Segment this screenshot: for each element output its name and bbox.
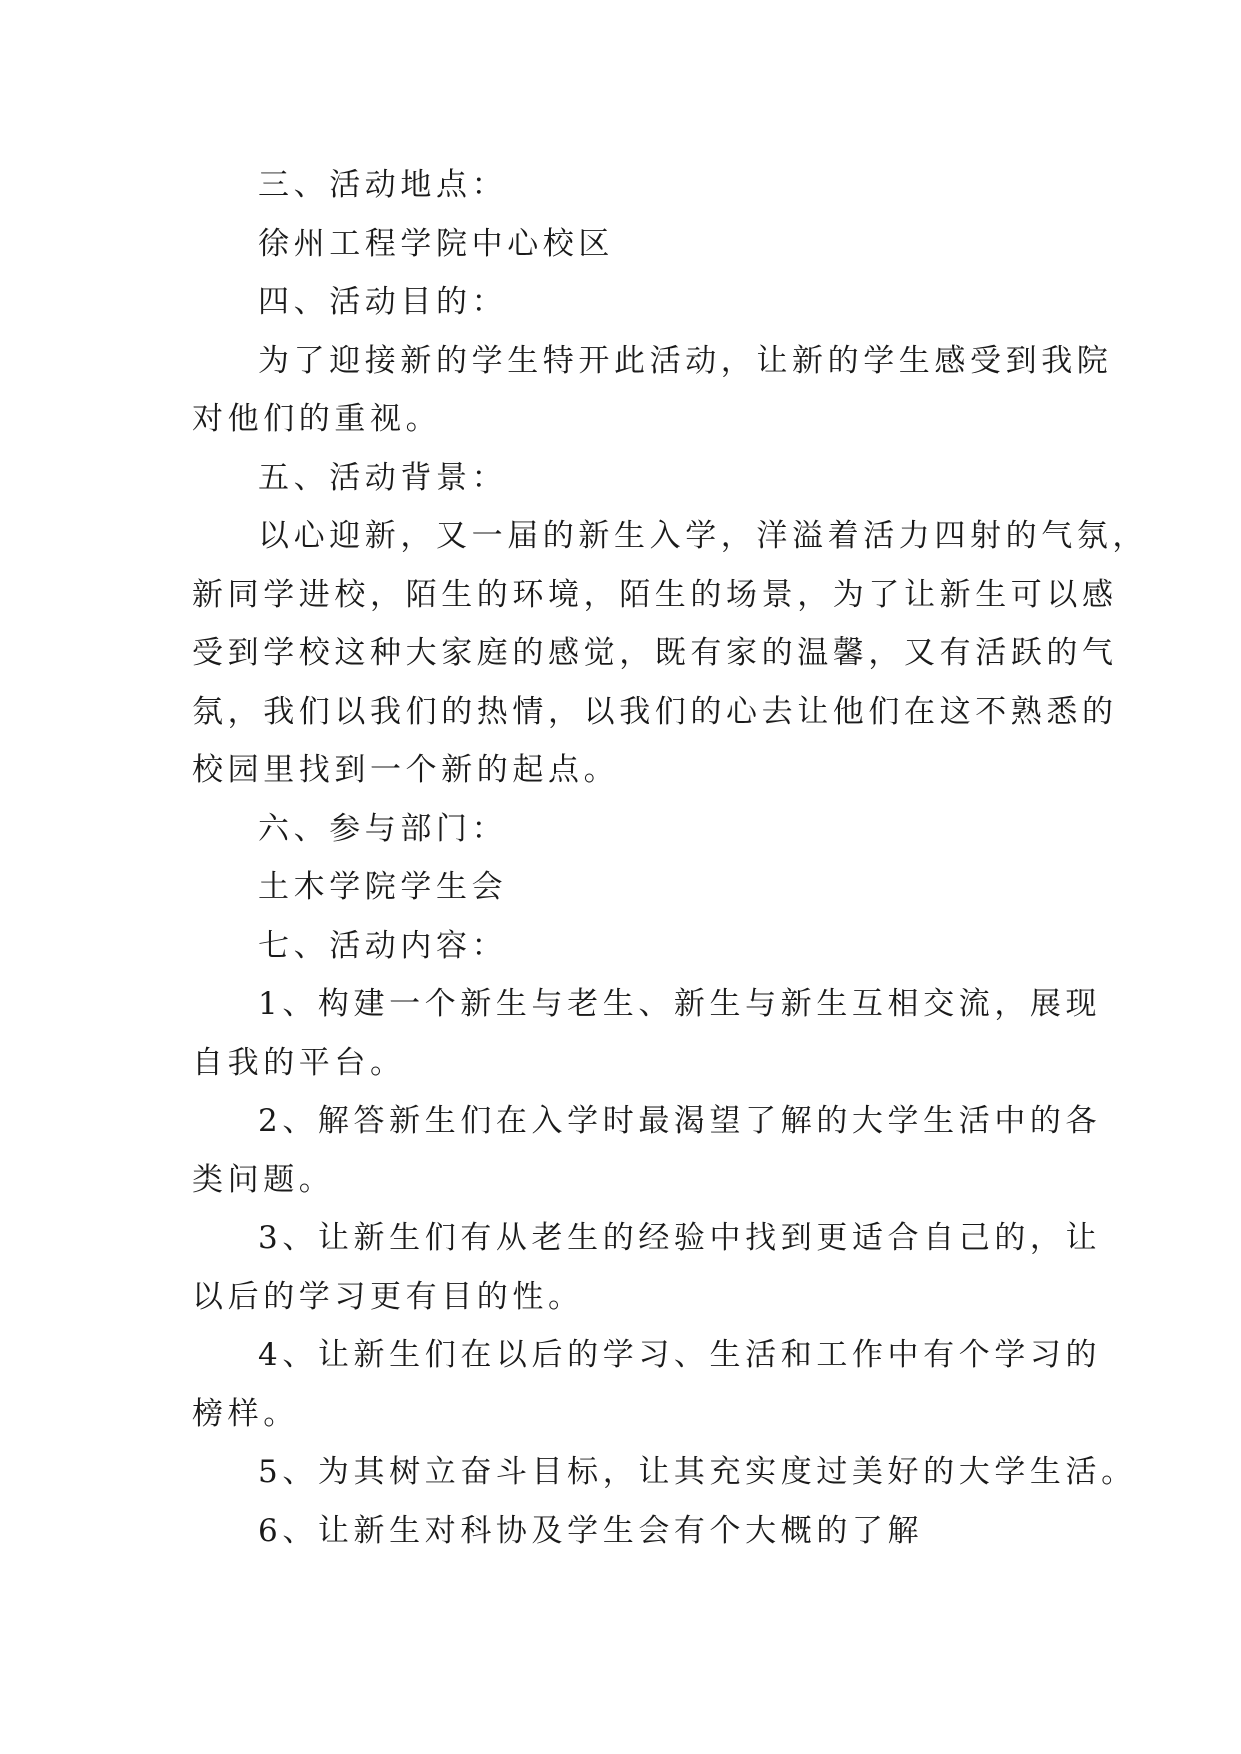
purpose-text-line: 对他们的重视。 — [192, 401, 442, 437]
heading-background: 五、活动背景： — [258, 459, 508, 496]
content-item-line: 2、解答新生们在入学时最渴望了解的大学生活中的各 — [258, 1103, 1102, 1139]
background-text-line: 受到学校这种大家庭的感觉，既有家的温馨，又有活跃的气 — [192, 635, 1118, 671]
purpose-text-line: 为了迎接新的学生特开此活动，让新的学生感受到我院 — [258, 342, 1113, 379]
content-item-line: 以后的学习更有目的性。 — [192, 1278, 584, 1315]
background-text-line: 校园里找到一个新的起点。 — [192, 752, 620, 788]
content-item-line: 1、构建一个新生与老生、新生与新生互相交流，展现 — [258, 986, 1102, 1022]
heading-venue: 三、活动地点： — [258, 167, 508, 203]
background-text-line: 新同学进校，陌生的环境，陌生的场景，为了让新生可以感 — [192, 576, 1118, 613]
background-text-line: 氛，我们以我们的热情，以我们的心去让他们在这不熟悉的 — [192, 693, 1118, 730]
content-item-line: 5、为其树立奋斗目标，让其充实度过美好的大学生活。 — [258, 1454, 1137, 1490]
heading-content: 七、活动内容： — [258, 927, 508, 964]
content-item-line: 6、让新生对科协及学生会有个大概的了解 — [258, 1512, 924, 1549]
document-body — [192, 156, 1148, 1560]
heading-purpose: 四、活动目的： — [258, 284, 508, 320]
content-item-line: 4、让新生们在以后的学习、生活和工作中有个学习的 — [258, 1337, 1102, 1373]
content-item-line: 类问题。 — [192, 1161, 335, 1198]
content-item-line: 自我的平台。 — [192, 1044, 406, 1081]
content-item-line: 3、让新生们有从老生的经验中找到更适合自己的，让 — [258, 1220, 1102, 1256]
departments-text: 土木学院学生会 — [258, 869, 508, 905]
venue-text: 徐州工程学院中心校区 — [258, 225, 614, 262]
heading-departments: 六、参与部门： — [258, 810, 508, 847]
background-text-line: 以心迎新，又一届的新生入学，洋溢着活力四射的气氛， — [258, 518, 1148, 554]
content-item-line: 榜样。 — [192, 1395, 299, 1432]
